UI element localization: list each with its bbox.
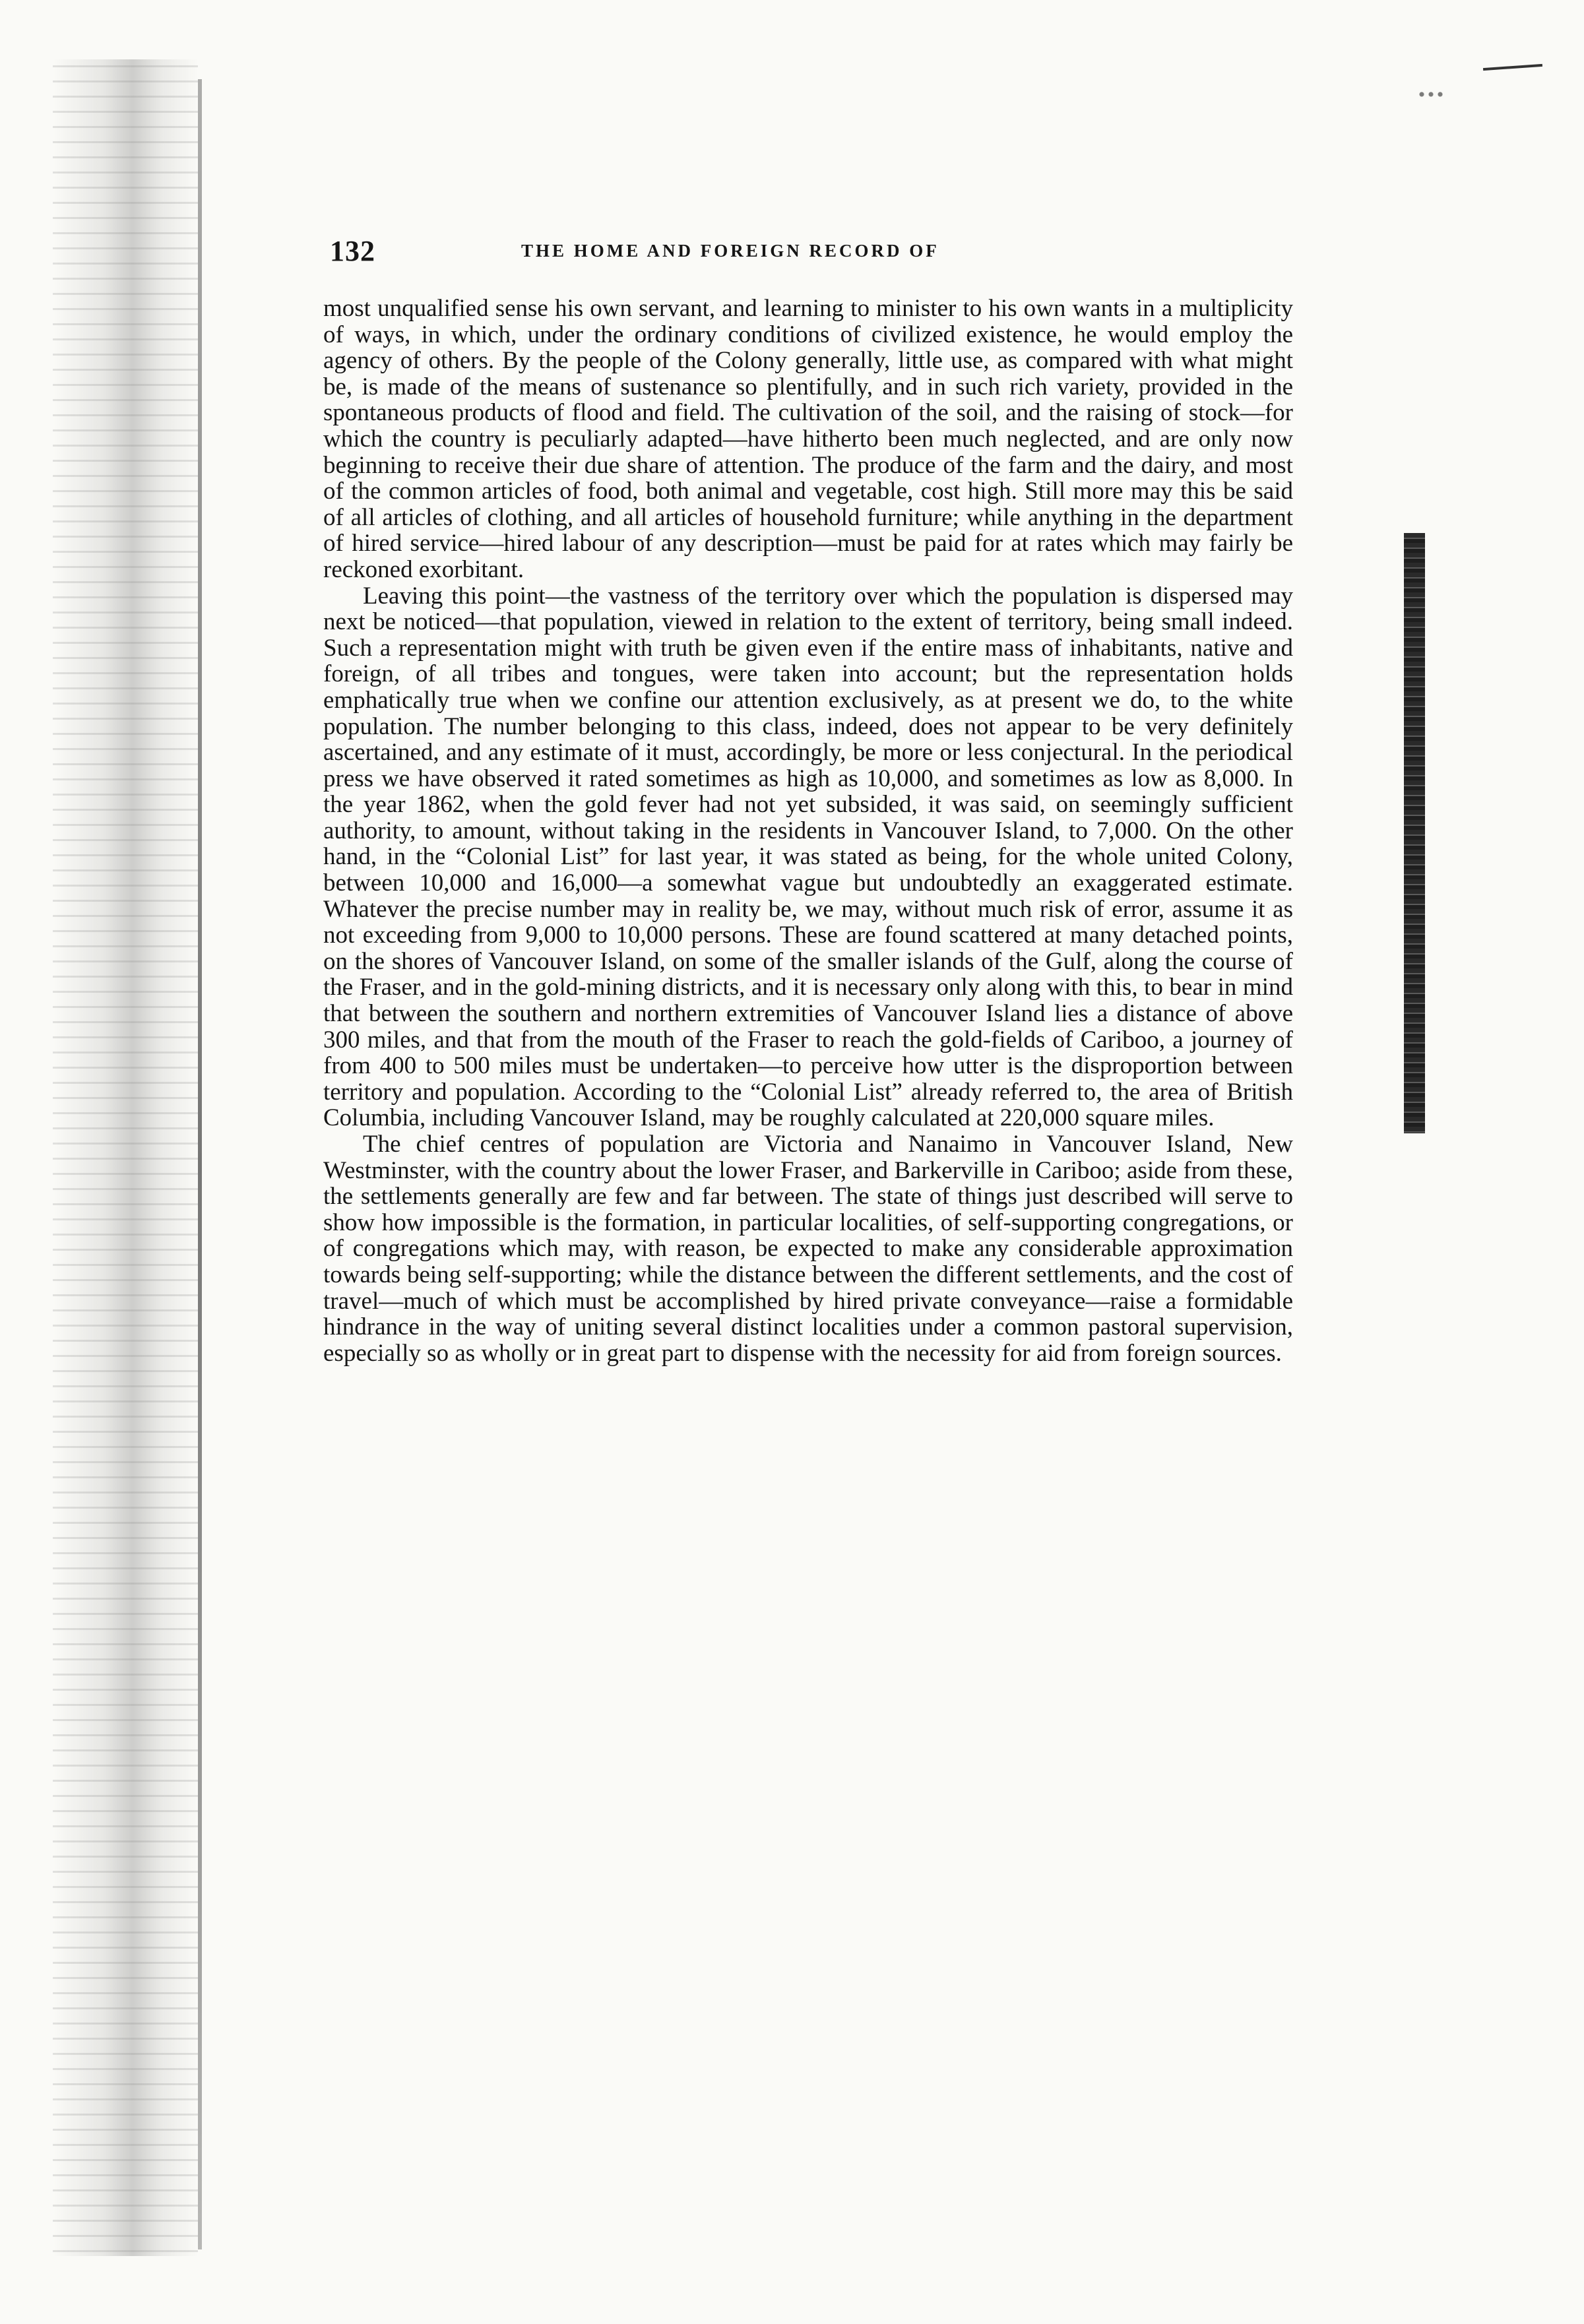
- paragraph-2: Leaving this point—the vastness of the territory over which the population is dispersed may next be noticed—that population, viewed in relation to the extent of territory, being small indeed. Such a representation might with truth be given even if the entire mass of inhabitants, native and foreign, of all tribes and tongues, were taken into account; but the representation holds emphatically true when we confine our attention exclusively, as at present we do, to the white population. The number belonging to this class, indeed, does not appear to be very definitely ascertained, and any estimate of it must, accordingly, be more or less conjectural. In the periodical press we have observed it rated sometimes as high as 10,000, and sometimes as low as 8,000. In the year 1862, when the gold fever had not yet subsided, it was said, on seemingly sufficient authority, to amount, without taking in the residents in Vancouver Island, to 7,000. On the other hand, in the “Colonial List” for last year, it was stated as being, for the whole united Colony, between 10,000 and 16,000—a somewhat vague but undoubtedly an exaggerated estimate. Whatever the precise number may in reality be, we may, without much risk of error, assume it as not exceeding from 9,000 to 10,000 persons. These are found scattered at many detached points, on the shores of Vancouver Island, on some of the smaller islands of the Gulf, along the course of the Fraser, and in the gold-mining districts, and it is necessary only along with this, to bear in mind that between the southern and northern extremities of Vancouver Island lies a distance of above 300 miles, and that from the mouth of the Fraser to reach the gold-fields of Cariboo, a journey of from 400 to 500 miles must be undertaken—to perceive how utter is the disproportion between territory and population. According to the “Colonial List” already referred to, the area of British Columbia, including Vancouver Island, may be roughly calculated at 220,000 square miles.: [323, 582, 1293, 1132]
- page-header: [330, 234, 1418, 280]
- running-head: THE HOME AND FOREIGN RECORD OF: [521, 241, 939, 261]
- binding-edge: [198, 79, 202, 2249]
- margin-scan-mark: [1404, 533, 1425, 1133]
- page-number: 132: [330, 235, 375, 267]
- paragraph-3: The chief centres of population are Victoria and Nanaimo in Vancouver Island, New Westminster, with the country about the lower Fraser, and Barkerville in Cariboo; aside from these, the settlements generally are few and far between. The state of things just described will serve to show how impossible is the formation, in particular localities, of self-supporting congregations, or of congregations which may, with reason, be expected to make any considerable approximation towards being self-supporting; while the distance between the different settlements, and the cost of travel—much of which must be accomplished by hired private conveyance—raise a formidable hindrance in the way of uniting several distinct localities under a common pastoral supervision, especially so as wholly or in great part to dispense with the necessity for aid from foreign sources.: [323, 1131, 1293, 1367]
- body-text: [323, 296, 1293, 1366]
- paragraph-1: most unqualified sense his own servant, and learning to minister to his own wants in a multiplicity of ways, in which, under the ordinary conditions of civilized existence, he would employ the agency of others. By the people of the Colony generally, little use, as compared with what might be, is made of the means of sustenance so plentifully, and in such rich variety, provided in the spontaneous products of flood and field. The cultivation of the soil, and the raising of stock—for which the country is peculiarly adapted—have hitherto been much neglected, and are only now beginning to receive their due share of attention. The produce of the farm and the dairy, and most of the common articles of food, both animal and vegetable, cost high. Still more may this be said of all articles of clothing, and all articles of household furniture; while anything in the department of hired service—hired labour of any description—must be paid for at rates which may fairly be reckoned exorbitant.: [323, 295, 1293, 583]
- scan-gutter-shadow: [53, 59, 198, 2256]
- corner-scan-dots: [1417, 91, 1443, 98]
- corner-scan-mark: [1483, 64, 1542, 71]
